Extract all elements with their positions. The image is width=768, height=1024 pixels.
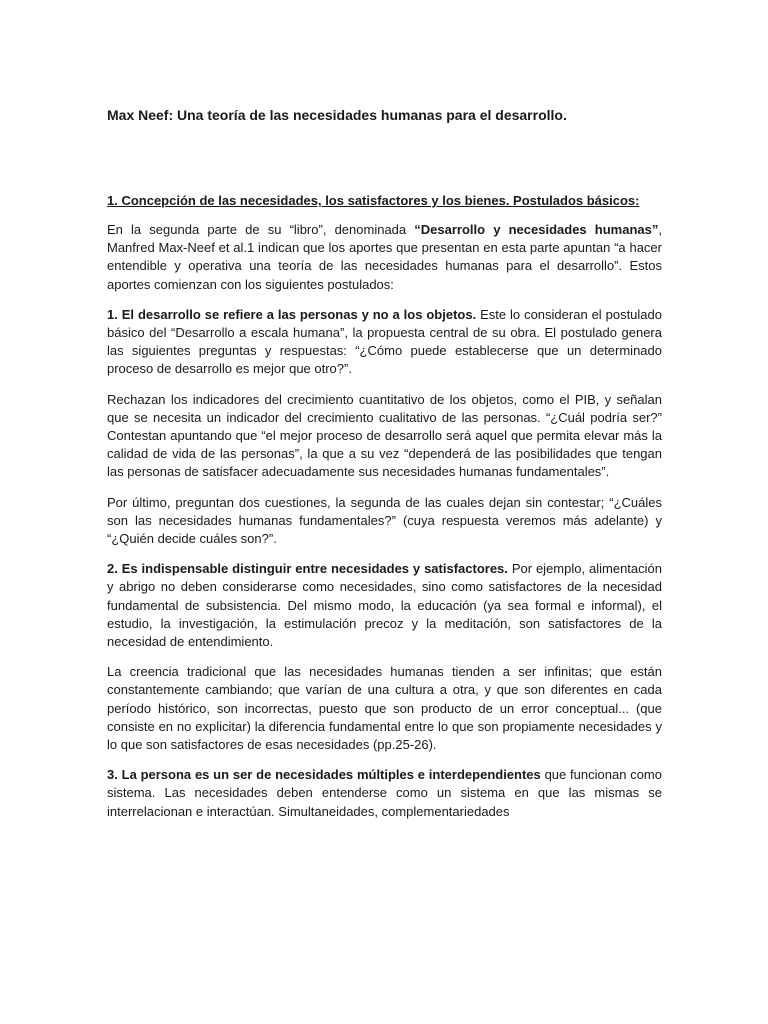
paragraph-traditional-belief: La creencia tradicional que las necesidades humanas tienden a ser infinitas; que están constantemente cambiando; que varían de una cultura a otra, y que son diferentes en cada período histórico, son incorrectas, puesto que son producto de un error conceptual... (que consiste en no explicitar) la diferencia fundamental entre lo que son propiamente necesidades y lo que son satisfactores de esas necesidades (pp.25-26).: [107, 664, 662, 753]
postulate-3-paragraph: [107, 766, 662, 821]
section-heading: 1. Concepción de las necesidades, los satisfactores y los bienes. Postulados básicos:: [107, 193, 640, 208]
intro-book-title: “Desarrollo y necesidades humanas”: [414, 222, 659, 237]
postulate-1-paragraph: [107, 306, 662, 379]
paragraph-pib: Rechazan los indicadores del crecimiento cuantitativo de los objetos, como el PIB, y señalan que se necesita un indicador del crecimiento cualitativo de las personas. “¿Cuál podría ser?” Contestan apuntando que “el mejor proceso de desarrollo será aquel que permita elevar más la calidad de vida de las personas”, la que a su vez “dependerá de las posibilidades que tengan las personas de satisfacer adecuadamente sus necesidades humanas fundamentales”.: [107, 391, 662, 480]
postulate-2-text: Por ejemplo, alimentación y abrigo no deben considerarse como necesidades, sino como satisfactores de la necesidad fundamental de subsistencia. Del mismo modo, la educación (ya sea formal e informal), el estudio, la investigación, la estimulación precoz y la meditación, son satisfactores de la necesidad de entendimiento.: [107, 561, 662, 650]
postulate-1-heading: 1. El desarrollo se refiere a las personas y no a los objetos.: [107, 306, 477, 322]
postulate-3-heading: 3. La persona es un ser de necesidades múltiples e interdependientes: [107, 767, 541, 783]
document-page: [107, 104, 662, 821]
document-title: Max Neef: Una teoría de las necesidades humanas para el desarrollo.: [107, 107, 567, 123]
intro-text-2: , Manfred Max-Neef et al.1 indican que los aportes que presentan en esta parte apuntan “a hacer entendible y operativa una teoría de las necesidades humanas para el desarrollo”. Estos aportes comienzan con los siguientes postulados:: [107, 222, 662, 292]
intro-text-1: En la segunda parte de su “libro”, denominada: [107, 222, 415, 237]
intro-paragraph: [107, 221, 662, 294]
postulate-3-text: que funcionan como sistema. Las necesidades deben entenderse como un sistema en que las mismas se interrelacionan e interactúan. Simultaneidades, complementariedades: [107, 767, 662, 819]
postulate-1-text: Este lo consideran el postulado básico del “Desarrollo a escala humana”, la propuesta central de su obra. El postulado genera las siguientes preguntas y respuestas: “¿Cómo puede establecerse que un determinado proceso de desarrollo es mejor que otro?”.: [107, 306, 662, 377]
postulate-2-paragraph: [107, 560, 662, 651]
paragraph-questions: Por último, preguntan dos cuestiones, la segunda de las cuales dejan sin contestar; “¿Cuáles son las necesidades humanas fundamentales?” (cuya respuesta veremos más adelante) y “¿Quién decide cuáles son?”.: [107, 494, 662, 547]
postulate-2-heading: 2. Es indispensable distinguir entre necesidades y satisfactores.: [107, 561, 508, 577]
